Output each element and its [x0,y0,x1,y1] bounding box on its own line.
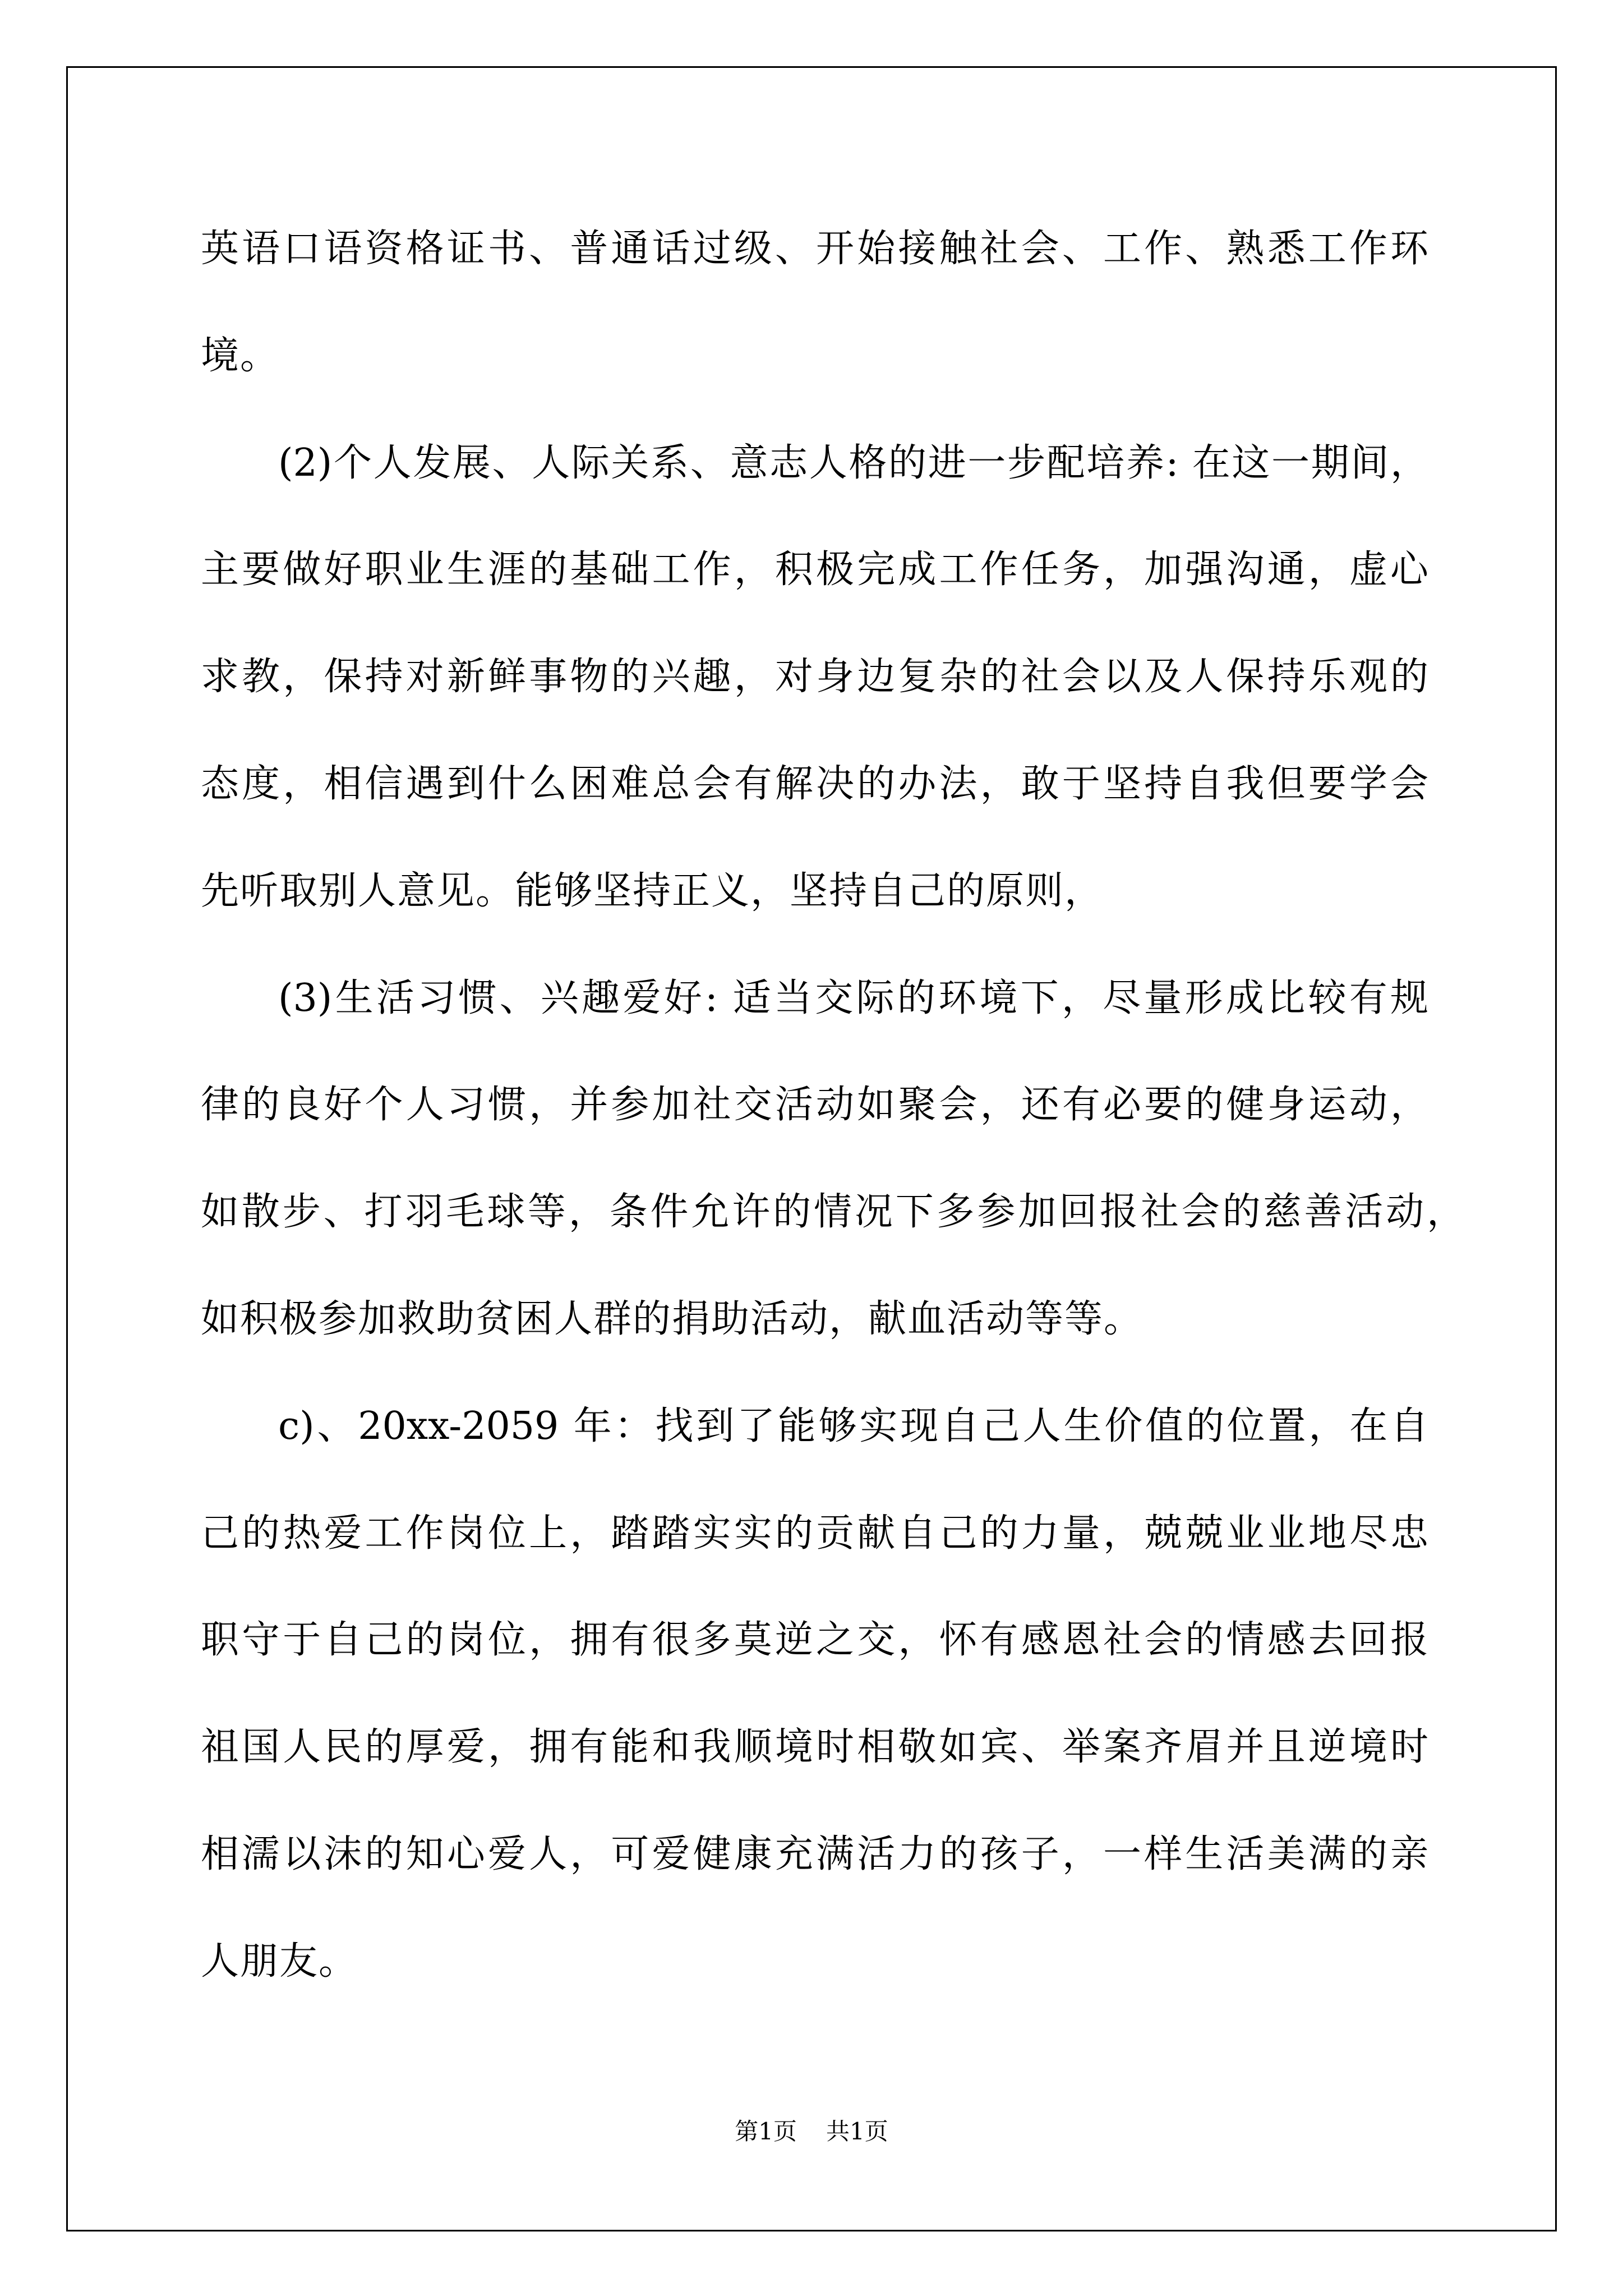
paragraph [201,410,1428,945]
text-line: 相濡以沫的知心爱人，可爱健康充满活力的孩子，一样生活美满的亲 [201,1832,1428,1876]
text-line: 如散步、打羽毛球等，条件允许的情况下多参加回报社会的慈善活动， [201,1190,1465,1235]
paragraph [201,196,1428,410]
text-line: 英语口语资格证书、普通话过级、开始接触社会、工作、熟悉工作环 [201,227,1428,271]
text-line: 祖国人民的厚爱，拥有能和我顺境时相敬如宾、举案齐眉并且逆境时 [201,1725,1428,1770]
text-line: 态度，相信遇到什么困难总会有解决的办法，敢于坚持自我但要学会 [201,761,1428,806]
text-line: 人朋友。 [201,1939,358,1984]
page-count: 共1页 [826,2118,888,2145]
text-line: 职守于自己的岗位，拥有很多莫逆之交，怀有感恩社会的情感去回报 [201,1618,1428,1663]
document-body [201,196,1465,2016]
text-line: 律的良好个人习惯，并参加社交活动如聚会，还有必要的健身运动， [201,1083,1428,1128]
paragraph [201,1373,1428,2016]
text-line: 如积极参加救助贫困人群的捐助活动，献血活动等等。 [201,1296,1144,1341]
page-footer [0,2120,1623,2143]
text-line: 主要做好职业生涯的基础工作，积极完成工作任务，加强沟通，虚心 [201,547,1428,592]
text-line: 求教，保持对新鲜事物的兴趣，对身边复杂的社会以及人保持乐观的 [201,655,1428,700]
text-line: 境。 [201,333,280,378]
page-number: 第1页 [735,2118,797,2145]
text-line: 己的热爱工作岗位上，踏踏实实的贡献自己的力量，兢兢业业地尽忠 [201,1511,1428,1556]
paragraph [201,945,1465,1373]
text-line: 先听取别人意见。能够坚持正义，坚持自己的原则， [201,868,1104,913]
text-line: (3)生活习惯、兴趣爱好: 适当交际的环境下，尽量形成比较有规 [278,976,1428,1020]
text-line: c)、20xx-2059 年：找到了能够实现自己人生价值的位置，在自 [278,1404,1428,1448]
text-line: (2)个人发展、人际关系、意志人格的进一步配培养: 在这一期间， [278,440,1428,485]
